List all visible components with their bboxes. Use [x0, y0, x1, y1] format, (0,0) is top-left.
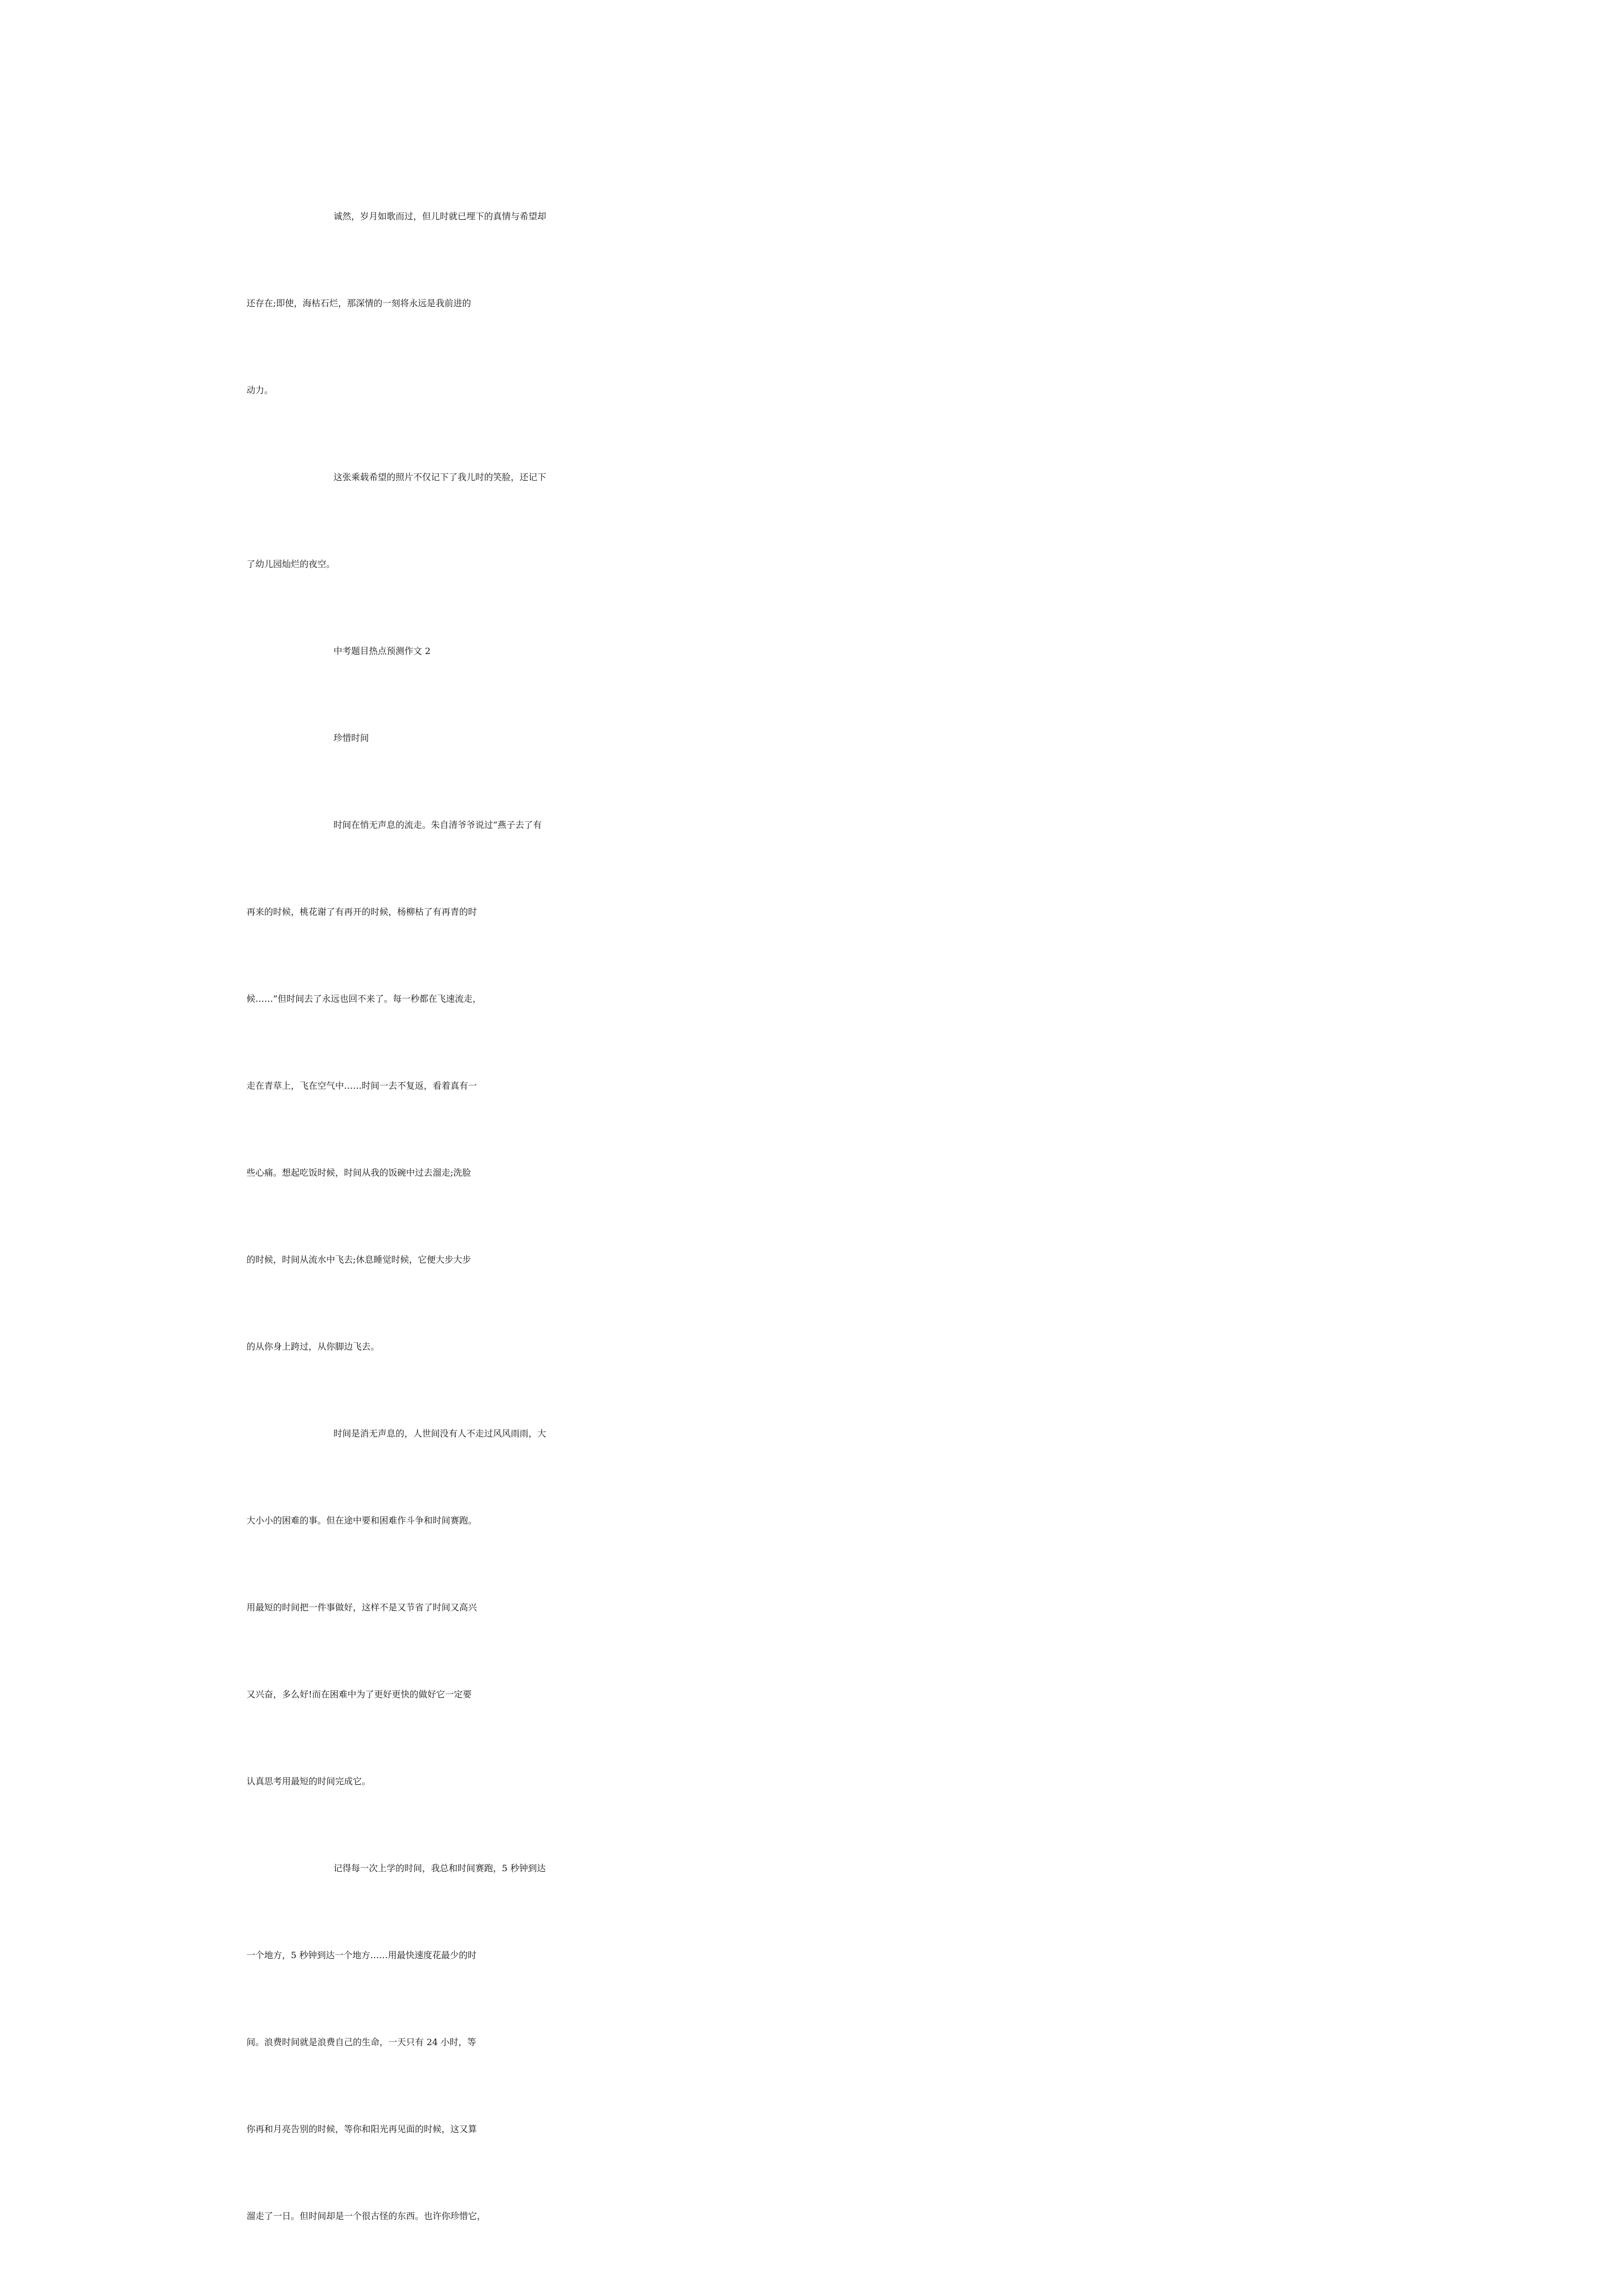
text-line: 大小小的困难的事。但在途中要和困难作斗争和时间赛跑。	[246, 1515, 477, 1526]
text-line: 这张乘载希望的照片不仅记下了我儿时的笑脸，还记下	[333, 472, 547, 482]
text-line: 你再和月亮告别的时候，等你和阳光再见面的时候，这又算	[246, 2124, 477, 2134]
section-heading	[246, 644, 1371, 731]
text-line: 还存在;即使，海枯石烂，那深情的一刻将永远是我前进的	[246, 298, 471, 308]
text-line: 认真思考用最短的时间完成它。	[246, 1776, 371, 1787]
text-line: 再来的时候，桃花谢了有再开的时候，杨柳枯了有再青的时	[246, 907, 477, 917]
document-body	[246, 209, 1371, 2296]
text-line: 些心痛。想起吃饭时候，时间从我的饭碗中过去溜走;洗脸	[246, 1167, 471, 1178]
text-line: 走在青草上，飞在空气中……时间一去不复返，看着真有一	[246, 1080, 477, 1091]
paragraph	[246, 470, 1371, 644]
paragraph	[246, 209, 1371, 470]
text-line: 时间是消无声息的，人世间没有人不走过风风雨雨，大	[333, 1428, 547, 1439]
text-line: 的时候，时间从流水中飞去;休息睡觉时候，它便大步大步	[246, 1254, 471, 1265]
heading-text: 中考题目热点预测作文 2	[333, 646, 431, 656]
paragraph	[246, 1861, 1371, 2296]
text-line: 的从你身上跨过，从你脚边飞去。	[246, 1341, 380, 1352]
paragraph	[246, 818, 1371, 1427]
text-line: 候……”但时间去了永远也回不来了。每一秒都在飞速流走，	[246, 993, 482, 1004]
text-line: 溜走了一日。但时间却是一个很古怪的东西。也许你珍惜它，	[246, 2211, 486, 2221]
text-line: 诚然，岁月如歌而过，但儿时就已埋下的真情与希望却	[333, 211, 547, 222]
title-text: 珍惜时间	[333, 733, 369, 743]
text-line: 间。浪费时间就是浪费自己的生命，一天只有 24 小时，等	[246, 2037, 476, 2047]
text-line: 用最短的时间把一件事做好，这样不是又节省了时间又高兴	[246, 1602, 477, 1613]
text-line: 又兴奋，多么好!而在困难中为了更好更快的做好它一定要	[246, 1689, 472, 1700]
paragraph	[246, 1427, 1371, 1861]
text-line: 时间在悄无声息的流走。朱自清爷爷说过“燕子去了有	[333, 820, 542, 830]
text-line: 记得每一次上学的时间，我总和时间赛跑，5 秒钟到达	[333, 1863, 546, 1873]
text-line: 了幼儿园灿烂的夜空。	[246, 559, 336, 569]
text-line: 一个地方，5 秒钟到达一个地方……用最快速度花最少的时	[246, 1950, 477, 1960]
essay-title	[246, 731, 1371, 818]
text-line: 动力。	[246, 385, 274, 395]
